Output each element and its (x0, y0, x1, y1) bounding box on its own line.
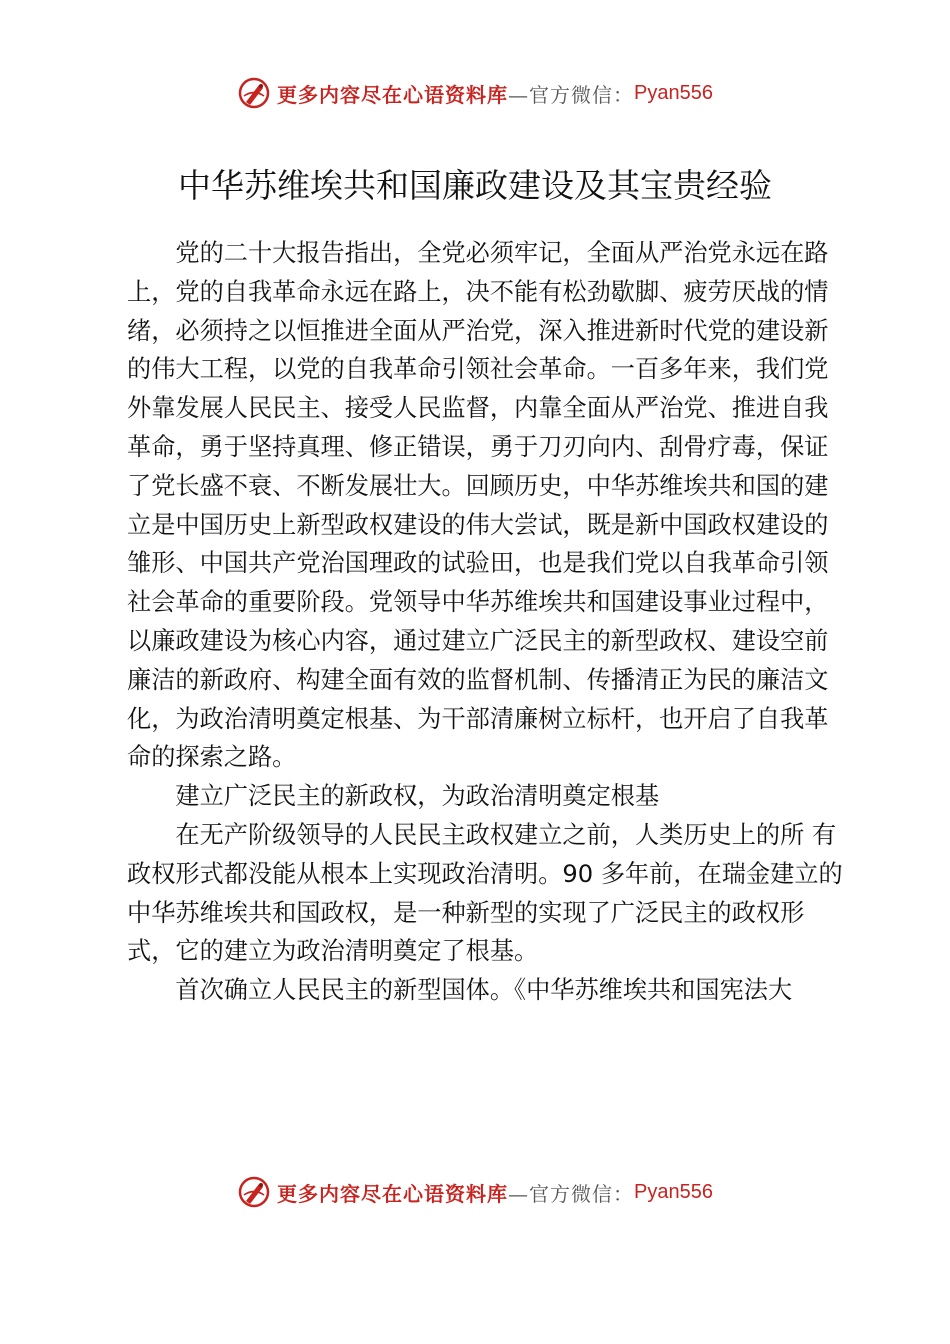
banner-text: 更多内容尽在心语资料库 (277, 82, 509, 107)
banner-wechat-id: Pyan556 (634, 1180, 713, 1203)
red-seal-pen-logo-icon (237, 1175, 271, 1209)
paragraph: 在无产阶级领导的人民民主政权建立之前，人类历史上的所 有政权形式都没能从根本上实现政治清明。90 多年前，在瑞金建立的中华苏维埃共和国政权，是一种新型的实现了广泛民主的政权形式，它的建立为政治清明奠定了根基。 (127, 820, 843, 966)
banner-text: 更多内容尽在心语资料库 (277, 1181, 509, 1206)
banner-separator: —官方微信： (508, 1181, 635, 1206)
red-seal-pen-logo-icon (237, 76, 271, 110)
paragraph: 首次确立人民民主的新型国体。《中华苏维埃共和国宪法大 (175, 976, 793, 1005)
document-body (127, 234, 847, 1010)
footer-banner (0, 1170, 950, 1214)
banner-wechat-id: Pyan556 (634, 81, 713, 104)
banner-separator: —官方微信： (508, 82, 635, 107)
document-title: 中华苏维埃共和国廉政建设及其宝贵经验 (178, 166, 772, 205)
header-banner (0, 71, 950, 115)
section-heading: 建立广泛民主的新政权，为政治清明奠定根基 (175, 782, 660, 811)
paragraph-intro: 党的二十大报告指出，全党必须牢记，全面从严治党永远在路上，党的自我革命永远在路上，决不能有松劲歇脚、疲劳厌战的情绪，必须持之以恒推进全面从严治党，深入推进新时代党的建设新的伟大工程，以党的自我革命引领社会革命。一百多年来，我们党外靠发展人民民主、接受人民监督，内靠全面从严治党、推进自我革命，勇于坚持真理、修正错误，勇于刀刃向内、刮骨疗毒，保证了党长盛不衰、不断发展壮大。回顾历史，中华苏维埃共和国的建立是中国历史上新型政权建设的伟大尝试，既是新中国政权建设的雏形、中国共产党治国理政的试验田，也是我们党以自我革命引领社会革命的重要阶段。党领导中华苏维埃共和国建设事业过程中，以廉政建设为核心内容，通过建立广泛民主的新型政权、建设空前廉洁的新政府、构建全面有效的监督机制、传播清正为民的廉洁文化，为政治清明奠定根基、为干部清廉树立标杆，也开启了自我革命的探索之路。 (127, 239, 829, 772)
